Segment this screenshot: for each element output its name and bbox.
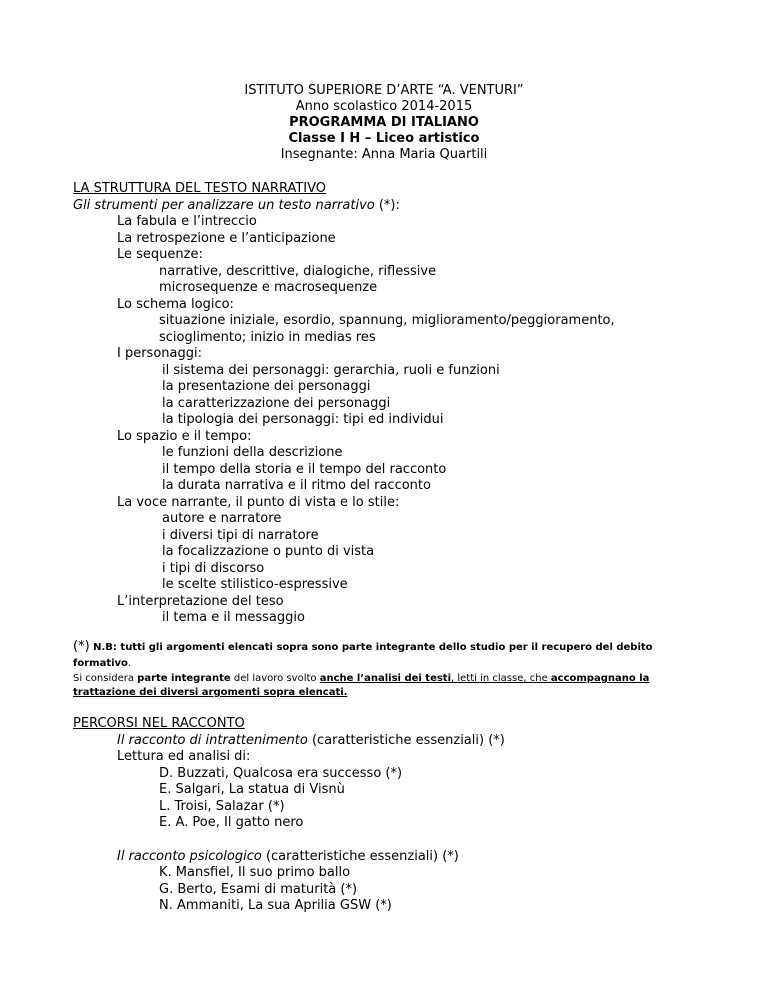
note-text-e: , letti in classe, che [451, 673, 551, 684]
note-line-4: trattazione dei diversi argomenti sopra elencati. [73, 687, 348, 698]
section2-sub1 [117, 733, 505, 749]
list-item: La fabula e l’intreccio [117, 214, 257, 229]
note-text-f: accompagnano la [550, 673, 650, 684]
note-text-c: del lavoro svolto [230, 673, 320, 684]
list-item: il tema e il messaggio [162, 610, 305, 625]
list-item: Le sequenze: [117, 247, 203, 262]
list-item: scioglimento; inizio in medias res [159, 330, 376, 345]
class-label: Classe I H – Liceo artistico [288, 131, 480, 146]
section1-intro-italic: Gli strumenti per analizzare un testo narrativo [73, 198, 375, 213]
list-item: la focalizzazione o punto di vista [162, 544, 375, 559]
list-item: Lo spazio e il tempo: [117, 429, 252, 444]
list-item: La retrospezione e l’anticipazione [117, 231, 336, 246]
teacher-name: Insegnante: Anna Maria Quartili [280, 147, 488, 162]
list-item: L. Troisi, Salazar (*) [159, 799, 285, 814]
list-item: E. Salgari, La statua di Visnù [159, 782, 345, 797]
list-item: la durata narrativa e il ritmo del racconto [162, 478, 431, 493]
list-item: I personaggi: [117, 346, 202, 361]
program-title: PROGRAMMA DI ITALIANO [289, 115, 479, 130]
sub2-italic: Il racconto psicologico [117, 849, 262, 864]
note-text-a: Si considera [73, 673, 138, 684]
note-text-b: parte integrante [137, 673, 231, 684]
list-item: K. Mansfiel, Il suo primo ballo [159, 865, 351, 880]
note-bold-2: formativo [73, 658, 128, 669]
reading-label: Lettura ed analisi di: [117, 749, 251, 764]
list-item: narrative, descrittive, dialogiche, riflessive [159, 264, 437, 279]
school-name: ISTITUTO SUPERIORE D’ARTE “A. VENTURI” [244, 83, 524, 98]
list-item: E. A. Poe, Il gatto nero [159, 815, 304, 830]
list-item: la tipologia dei personaggi: tipi ed individui [162, 412, 444, 427]
sub1-rest: (caratteristiche essenziali) (*) [307, 733, 505, 748]
section2-sub2 [117, 849, 459, 865]
note-line-1 [73, 639, 653, 655]
list-item: le scelte stilistico-espressive [162, 577, 348, 592]
section1-intro [73, 198, 400, 214]
list-item: microsequenze e macrosequenze [159, 280, 378, 295]
list-item: il sistema dei personaggi: gerarchia, ruoli e funzioni [162, 363, 500, 378]
note-line-3 [73, 672, 649, 685]
note-line-2 [73, 657, 131, 670]
list-item: i tipi di discorso [162, 561, 265, 576]
list-item: autore e narratore [162, 511, 282, 526]
section1-intro-rest: (*): [374, 198, 400, 213]
sub1-italic: Il racconto di intrattenimento [117, 733, 308, 748]
note-bold-1: N.B: tutti gli argomenti elencati sopra sono parte integrante dello studio per il recupero del debito [89, 642, 653, 653]
list-item: la presentazione dei personaggi [162, 379, 371, 394]
section2-title: PERCORSI NEL RACCONTO [73, 716, 245, 731]
note-star: (*) [73, 639, 90, 654]
list-item: D. Buzzati, Qualcosa era successo (*) [159, 766, 403, 781]
sub2-rest: (caratteristiche essenziali) (*) [261, 849, 459, 864]
list-item: i diversi tipi di narratore [162, 528, 319, 543]
list-item: Lo schema logico: [117, 297, 234, 312]
list-item: La voce narrante, il punto di vista e lo stile: [117, 495, 400, 510]
list-item: situazione iniziale, esordio, spannung, miglioramento/peggioramento, [159, 313, 615, 328]
section1-title: LA STRUTTURA DEL TESTO NARRATIVO [73, 181, 327, 196]
list-item: G. Berto, Esami di maturità (*) [159, 882, 358, 897]
note-text-d: anche l’analisi dei testi [319, 673, 452, 684]
list-item: L’interpretazione del teso [117, 594, 284, 609]
note-period: . [127, 658, 132, 669]
list-item: il tempo della storia e il tempo del racconto [162, 462, 447, 477]
school-year: Anno scolastico 2014-2015 [295, 99, 473, 114]
list-item: la caratterizzazione dei personaggi [162, 396, 391, 411]
list-item: N. Ammaniti, La sua Aprilia GSW (*) [159, 898, 392, 913]
list-item: le funzioni della descrizione [162, 445, 343, 460]
